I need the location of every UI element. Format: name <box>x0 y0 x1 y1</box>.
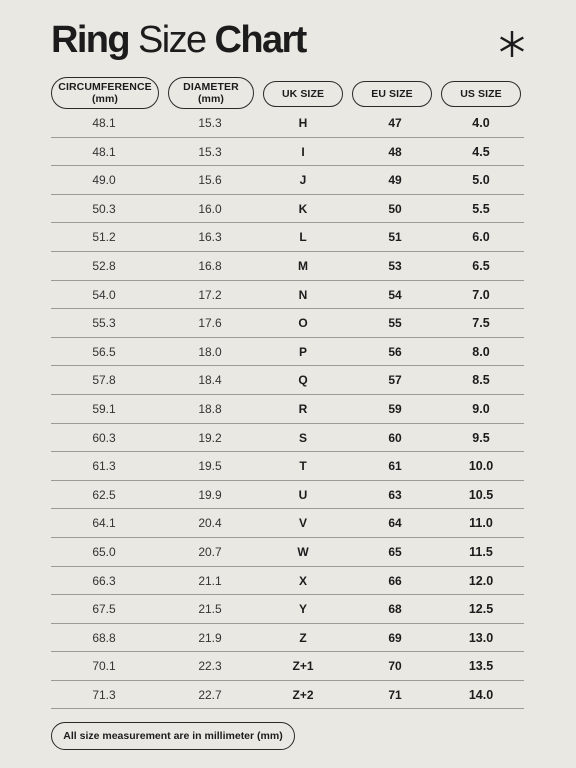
footer-note: All size measurement are in millimeter (mm) <box>51 722 295 750</box>
eu-size-cell: 51 <box>388 230 402 245</box>
table-row <box>51 509 524 538</box>
diameter-cell: 17.6 <box>198 316 222 331</box>
us-size-cell: 4.5 <box>472 144 490 159</box>
uk-size-cell: V <box>298 516 307 531</box>
circumference-cell: 55.3 <box>92 316 116 331</box>
us-size-cell: 6.5 <box>472 258 490 273</box>
us-size-cell: 10.0 <box>468 459 494 474</box>
circumference-cell: 66.3 <box>92 573 116 588</box>
uk-size-cell: P <box>298 344 307 359</box>
circumference-cell: 48.1 <box>92 144 116 159</box>
diameter-cell: 16.0 <box>198 201 222 216</box>
eu-size-cell: 57 <box>388 373 402 388</box>
us-size-cell: 9.5 <box>472 430 490 445</box>
eu-size-cell: 68 <box>388 602 402 617</box>
uk-size-cell: Z <box>299 630 307 645</box>
circumference-cell: 52.8 <box>92 258 116 273</box>
us-size-cell: 11.0 <box>469 516 493 531</box>
uk-size-cell: M <box>298 258 308 273</box>
circumference-cell: 67.5 <box>92 602 116 617</box>
us-size-cell: 5.0 <box>472 173 490 188</box>
diameter-cell: 21.5 <box>198 602 222 617</box>
diameter-cell: 19.9 <box>198 487 222 502</box>
uk-size-cell: K <box>298 201 308 216</box>
diameter-cell: 21.1 <box>198 573 222 588</box>
eu-size-cell: 60 <box>388 430 402 445</box>
us-size-cell: 8.0 <box>472 344 490 359</box>
eu-size-cell: 56 <box>388 344 402 359</box>
circumference-cell: 51.2 <box>92 230 116 245</box>
eu-size-cell: 55 <box>388 316 402 331</box>
uk-size-cell: X <box>298 573 307 588</box>
header-diameter-line2: (mm) <box>197 93 225 105</box>
uk-size-cell: R <box>298 401 308 416</box>
header-eu-size: EU SIZE <box>352 81 432 107</box>
table-row <box>51 109 524 138</box>
header-circumference-line1: CIRCUMFERENCE <box>58 81 152 93</box>
eu-size-cell: 54 <box>388 287 402 302</box>
eu-size-cell: 47 <box>388 116 402 130</box>
diameter-cell: 21.9 <box>198 630 222 645</box>
uk-size-cell: O <box>298 316 308 331</box>
diameter-cell: 18.4 <box>198 373 222 388</box>
page-title <box>51 16 306 64</box>
eu-size-cell: 65 <box>388 544 402 559</box>
table-row <box>51 166 524 195</box>
diameter-cell: 20.7 <box>198 544 222 559</box>
header-circumference <box>51 77 159 109</box>
eu-size-cell: 53 <box>388 258 402 273</box>
size-table <box>51 109 524 709</box>
us-size-cell: 7.5 <box>472 316 490 331</box>
uk-size-cell: I <box>301 144 305 159</box>
us-size-cell: 5.5 <box>472 201 490 216</box>
eu-size-cell: 63 <box>388 487 402 502</box>
title-chart: Chart <box>214 19 306 61</box>
uk-size-cell: L <box>299 230 307 245</box>
us-size-cell: 8.5 <box>472 373 490 388</box>
title-ring: Ring <box>51 19 130 61</box>
table-row <box>51 138 524 167</box>
circumference-cell: 57.8 <box>92 373 116 388</box>
us-size-cell: 10.5 <box>468 487 494 502</box>
circumference-cell: 56.5 <box>92 344 116 359</box>
circumference-cell: 59.1 <box>92 401 116 416</box>
circumference-cell: 68.8 <box>92 630 116 645</box>
table-row <box>51 395 524 424</box>
table-row <box>51 223 524 252</box>
header-uk-size: UK SIZE <box>263 81 343 107</box>
us-size-cell: 13.5 <box>468 659 494 674</box>
eu-size-cell: 71 <box>388 687 402 702</box>
diameter-cell: 15.3 <box>198 116 222 130</box>
uk-size-cell: J <box>299 173 307 188</box>
uk-size-cell: Q <box>298 373 308 388</box>
uk-size-cell: U <box>298 487 308 502</box>
eu-size-cell: 69 <box>388 630 402 645</box>
circumference-cell: 64.1 <box>92 516 116 531</box>
table-row <box>51 681 524 710</box>
table-row <box>51 424 524 453</box>
table-row <box>51 624 524 653</box>
us-size-cell: 11.5 <box>469 544 493 559</box>
table-row <box>51 652 524 681</box>
circumference-cell: 49.0 <box>92 173 116 188</box>
uk-size-cell: N <box>298 287 308 302</box>
uk-size-cell: Y <box>298 602 307 617</box>
title-size: Size <box>138 19 206 61</box>
diameter-cell: 15.3 <box>198 144 222 159</box>
eu-size-cell: 59 <box>388 401 402 416</box>
circumference-cell: 61.3 <box>92 459 116 474</box>
table-row <box>51 281 524 310</box>
table-row <box>51 366 524 395</box>
table-row <box>51 481 524 510</box>
table-row <box>51 538 524 567</box>
us-size-cell: 13.0 <box>468 630 494 645</box>
header-diameter <box>168 77 254 109</box>
table-row <box>51 452 524 481</box>
uk-size-cell: W <box>297 544 309 559</box>
header-diameter-line1: DIAMETER <box>183 81 239 93</box>
table-row <box>51 252 524 281</box>
diameter-cell: 15.6 <box>198 173 222 188</box>
table-row <box>51 595 524 624</box>
table-row <box>51 195 524 224</box>
table-row <box>51 567 524 596</box>
table-row <box>51 309 524 338</box>
circumference-cell: 65.0 <box>92 544 116 559</box>
circumference-cell: 71.3 <box>92 687 116 702</box>
eu-size-cell: 70 <box>388 659 402 674</box>
header-us-size: US SIZE <box>441 81 521 107</box>
eu-size-cell: 66 <box>388 573 402 588</box>
eu-size-cell: 64 <box>388 516 402 531</box>
us-size-cell: 4.0 <box>472 116 490 130</box>
circumference-cell: 54.0 <box>92 287 116 302</box>
diameter-cell: 18.8 <box>198 401 222 416</box>
eu-size-cell: 50 <box>388 201 402 216</box>
diameter-cell: 16.3 <box>198 230 222 245</box>
us-size-cell: 14.0 <box>468 687 494 702</box>
uk-size-cell: T <box>299 459 307 474</box>
diameter-cell: 20.4 <box>198 516 222 531</box>
us-size-cell: 6.0 <box>472 230 490 245</box>
circumference-cell: 62.5 <box>92 487 116 502</box>
eu-size-cell: 61 <box>388 459 402 474</box>
us-size-cell: 12.0 <box>468 573 494 588</box>
uk-size-cell: Z+2 <box>292 687 314 702</box>
diameter-cell: 19.2 <box>198 430 222 445</box>
header-circumference-line2: (mm) <box>91 93 119 105</box>
diameter-cell: 22.3 <box>198 659 222 674</box>
circumference-cell: 60.3 <box>92 430 116 445</box>
diameter-cell: 17.2 <box>198 287 222 302</box>
uk-size-cell: H <box>298 116 308 130</box>
circumference-cell: 48.1 <box>92 116 116 130</box>
diameter-cell: 16.8 <box>198 258 222 273</box>
us-size-cell: 12.5 <box>468 602 494 617</box>
diameter-cell: 19.5 <box>198 459 222 474</box>
eu-size-cell: 48 <box>388 144 402 159</box>
diameter-cell: 18.0 <box>198 344 222 359</box>
uk-size-cell: S <box>298 430 307 445</box>
asterisk-icon <box>496 28 528 60</box>
table-row <box>51 338 524 367</box>
circumference-cell: 50.3 <box>92 201 116 216</box>
us-size-cell: 9.0 <box>472 401 490 416</box>
uk-size-cell: Z+1 <box>292 659 314 674</box>
us-size-cell: 7.0 <box>472 287 490 302</box>
circumference-cell: 70.1 <box>92 659 116 674</box>
eu-size-cell: 49 <box>388 173 402 188</box>
diameter-cell: 22.7 <box>198 687 222 702</box>
